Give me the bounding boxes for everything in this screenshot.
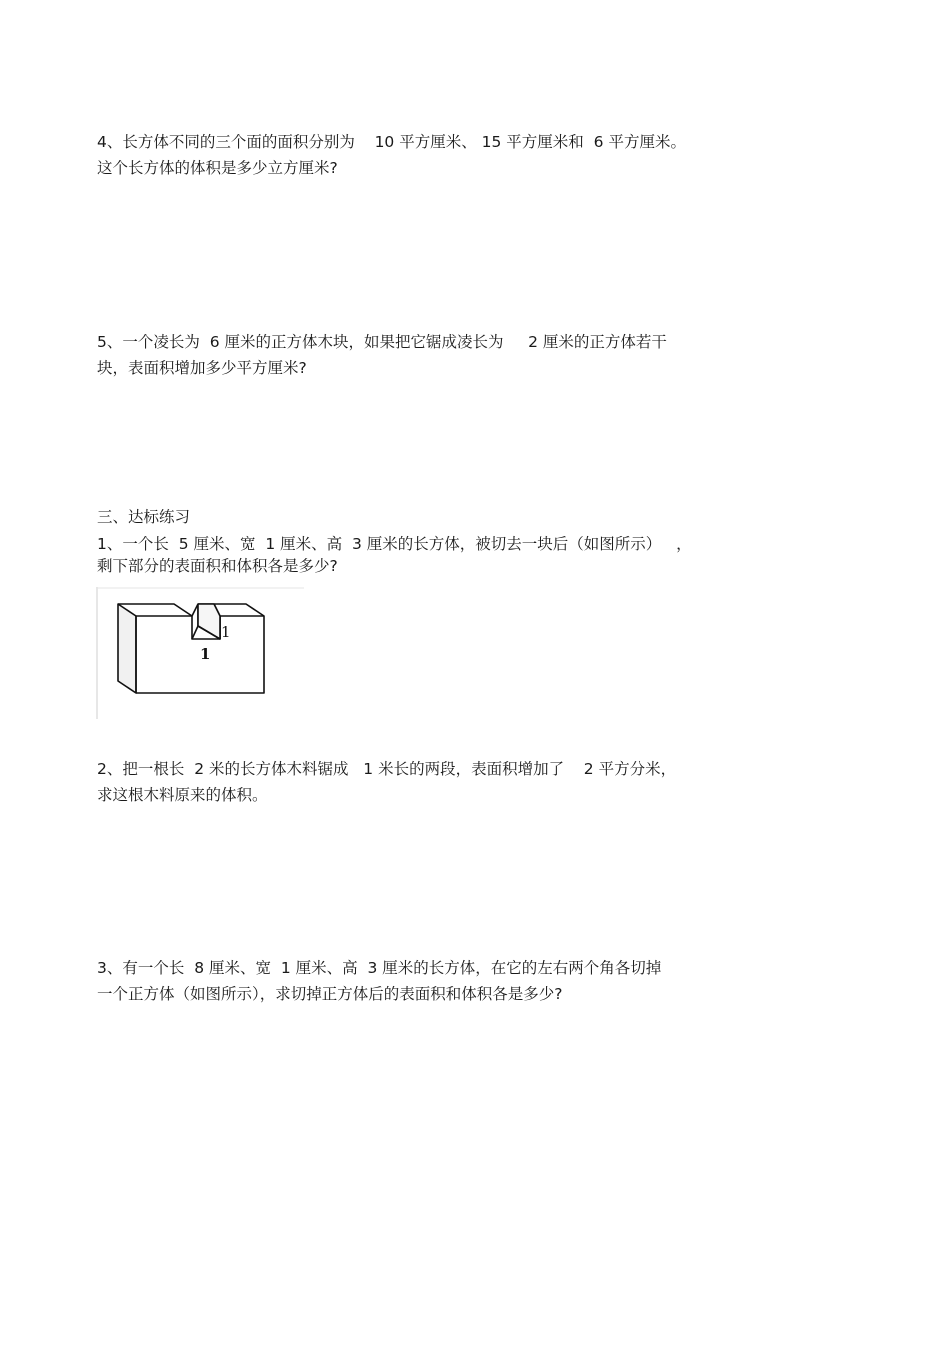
section-heading: 三、达标练习 — [97, 508, 191, 526]
problem-1-line-1: 1、一个长 5 厘米、宽 1 厘米、高 3 厘米的长方体，被切去一块后（如图所示） ， — [97, 535, 692, 553]
question-5-line-2: 块，表面积增加多少平方厘米? — [97, 359, 307, 377]
figure-label-vertical: 1 — [221, 623, 231, 641]
question-4-line-1: 4、长方体不同的三个面的面积分别为 10 平方厘米、 15 平方厘米和 6 平方厘米。 — [97, 133, 686, 151]
question-4-line-2: 这个长方体的体积是多少立方厘米? — [97, 159, 338, 177]
problem-3-line-1: 3、有一个长 8 厘米、宽 1 厘米、高 3 厘米的长方体，在它的左右两个角各切掉 — [97, 959, 662, 977]
problem-2-line-1: 2、把一根长 2 米的长方体木料锯成 1 米长的两段，表面积增加了 2 平方分米， — [97, 760, 677, 778]
problem-1-line-2: 剩下部分的表面积和体积各是多少? — [97, 557, 338, 575]
problem-2-line-2: 求这根木料原来的体积。 — [97, 786, 268, 804]
question-5-line-1: 5、一个凌长为 6 厘米的正方体木块，如果把它锯成凌长为 2 厘米的正方体若干 — [97, 333, 667, 351]
problem-3-line-2: 一个正方体（如图所示），求切掉正方体后的表面积和体积各是多少? — [97, 985, 563, 1003]
figure-label-horizontal: 1 — [200, 645, 211, 663]
cut-cuboid-figure — [96, 587, 304, 719]
